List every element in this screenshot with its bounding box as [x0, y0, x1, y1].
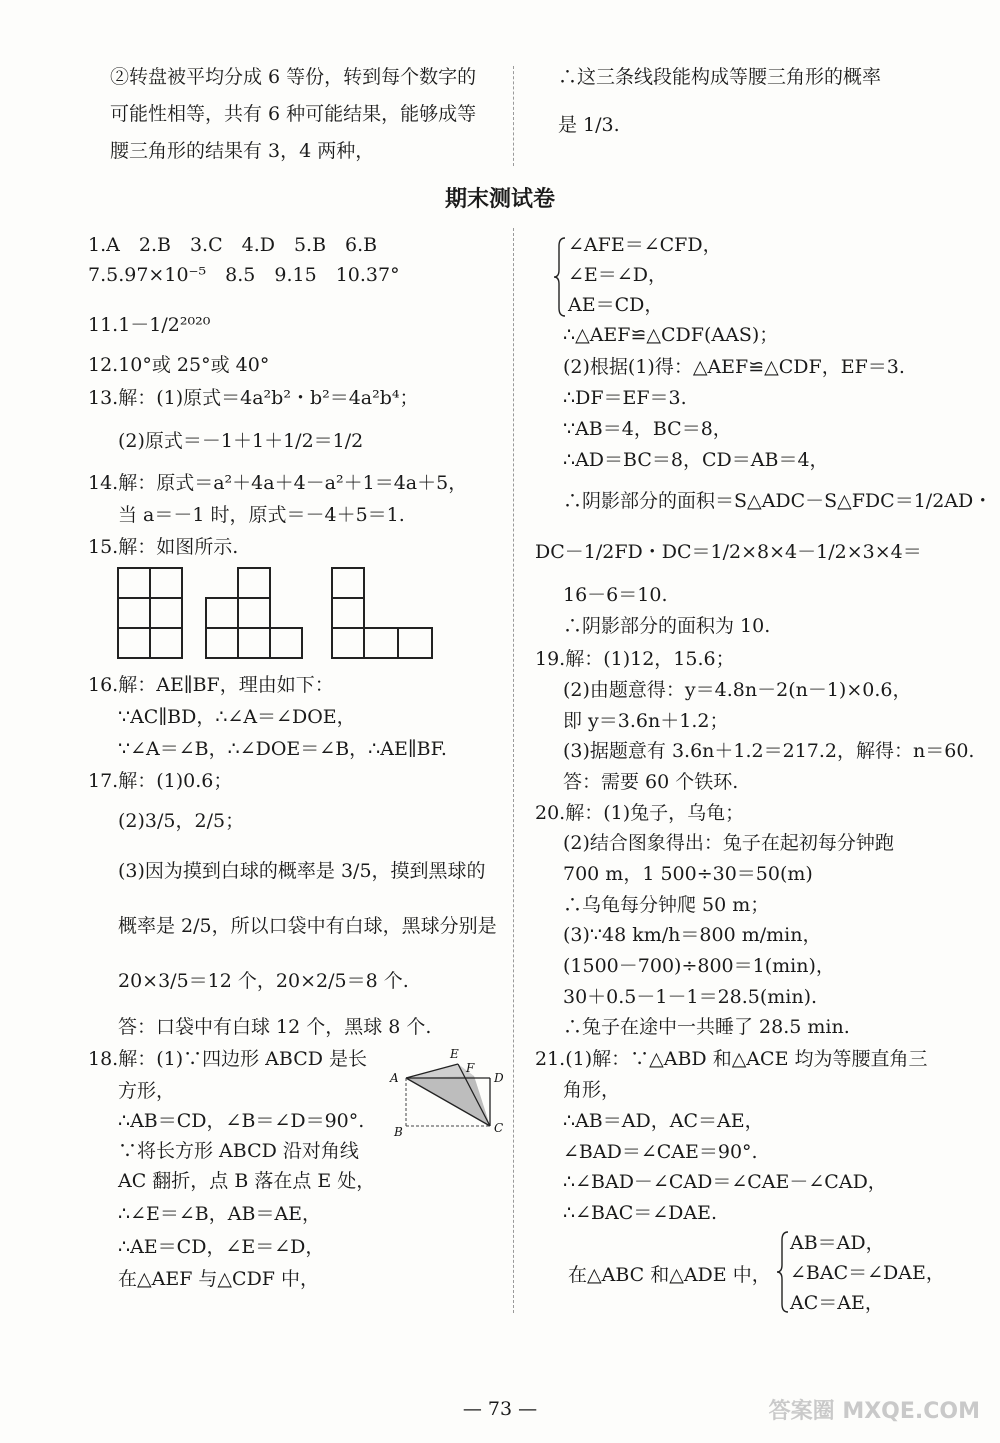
answer-line: 18.解：(1)∵四边形 ABCD 是长 [88, 1048, 368, 1070]
answer-line: DC－1/2FD・DC＝1/2×8×4－1/2×3×4＝ [535, 541, 922, 563]
answer-line: 16－6＝10. [563, 584, 668, 606]
top-left-line-1: ②转盘被平均分成 6 等份，转到每个数字的 [110, 66, 477, 88]
answer-line: (2)3/5，2/5； [118, 810, 245, 832]
answer-line: ∴∠BAC＝∠DAE. [563, 1202, 718, 1224]
answer-line: 11.1－1/2²⁰²⁰ [88, 314, 211, 336]
answer-line: ∵将长方形 ABCD 沿对角线 [118, 1140, 359, 1162]
top-left-line-2: 可能性相等，共有 6 种可能结果，能够成等 [110, 103, 477, 125]
answer-line: AC＝AE， [790, 1292, 884, 1314]
column-divider [513, 228, 514, 1313]
answer-line: (1500－700)÷800＝1(min)， [563, 955, 835, 977]
answer-line: ∴AB＝CD，∠B＝∠D＝90°. [118, 1110, 365, 1132]
answer-line: (2)结合图象得出：兔子在起初每分钟跑 [563, 832, 894, 854]
answer-line: 17.解：(1)0.6； [88, 770, 233, 792]
answer-line: 16.解：AE∥BF，理由如下： [88, 674, 334, 696]
answer-line: 14.解：原式＝a²＋4a＋4－a²＋1＝4a＋5， [88, 472, 468, 494]
label-B: B [394, 1125, 403, 1139]
answer-line: ∵AC∥BD，∴∠A＝∠DOE， [118, 706, 356, 728]
answer-line: ∴阴影部分的面积＝S△ADC－S△FDC＝1/2AD・ [563, 490, 993, 512]
label-F: F [466, 1061, 475, 1075]
answer-line: (2)由题意得：y＝4.8n－2(n－1)×0.6， [563, 679, 912, 701]
answer-line: ∠BAD＝∠CAE＝90°. [563, 1141, 758, 1163]
answer-line: ∴AD＝BC＝8，CD＝AB＝4， [563, 449, 829, 471]
watermark-logo: 答案圈 MXQE.COM [768, 1399, 980, 1424]
top-divider [513, 66, 514, 166]
answer-line: ∠E＝∠D， [568, 264, 667, 286]
answer-line: AB＝AD， [790, 1232, 885, 1254]
answer-line: ∵AB＝4，BC＝8， [563, 418, 732, 440]
answer-line: (3)因为摸到白球的概率是 3/5，摸到黑球的 [118, 860, 486, 882]
answer-line: 方形， [118, 1080, 176, 1102]
answer-line: 在△ABC 和△ADE 中， [568, 1264, 771, 1286]
answer-line: ∠AFE＝∠CFD， [568, 234, 722, 256]
answer-line: ∴DF＝EF＝3. [563, 387, 687, 409]
answer-line: 答：口袋中有白球 12 个，黑球 8 个. [118, 1016, 432, 1038]
label-E: E [450, 1047, 459, 1061]
label-C: C [494, 1121, 504, 1135]
answer-line: 700 m，1 500÷30＝50(m) [563, 863, 813, 885]
answer-line: 答：需要 60 个铁环. [563, 771, 739, 793]
answer-line: 即 y＝3.6n＋1.2； [563, 710, 729, 732]
answer-line: 在△AEF 与△CDF 中， [118, 1268, 320, 1290]
answer-line: 20×3/5＝12 个，20×2/5＝8 个. [118, 970, 409, 992]
answer-line: 19.解：(1)12，15.6； [535, 648, 735, 670]
answer-line: ∴△AEF≌△CDF(AAS)； [563, 324, 779, 346]
answer-line: 20.解：(1)兔子，乌龟； [535, 802, 745, 824]
label-D: D [494, 1071, 504, 1085]
answer-line: 角形， [563, 1079, 621, 1101]
answer-line: ∵∠A＝∠B，∴∠DOE＝∠B，∴AE∥BF. [118, 738, 447, 760]
answer-line: 1.A 2.B 3.C 4.D 5.B 6.B [88, 234, 378, 256]
answer-line: 概率是 2/5，所以口袋中有白球，黑球分别是 [118, 915, 497, 937]
answer-line: (3)据题意有 3.6n＋1.2＝217.2，解得：n＝60. [563, 740, 975, 762]
answer-line: (3)∵48 km/h＝800 m/min， [563, 924, 822, 946]
top-left-line-3: 腰三角形的结果有 3，4 两种， [110, 140, 375, 162]
q15-figure [112, 562, 442, 664]
answer-line: ∠BAC＝∠DAE， [790, 1262, 945, 1284]
label-A: A [390, 1071, 399, 1085]
top-right-line-1: ∴这三条线段能构成等腰三角形的概率 [558, 66, 882, 88]
answer-line: ∴乌龟每分钟爬 50 m； [563, 894, 770, 916]
answer-line: 12.10°或 25°或 40° [88, 354, 270, 376]
answer-line: 30＋0.5－1－1＝28.5(min). [563, 986, 818, 1008]
answer-line: 21.(1)解：∵△ABD 和△ACE 均为等腰直角三 [535, 1048, 928, 1070]
section-title: 期末测试卷 [444, 187, 555, 212]
top-right-line-2: 是 1/3. [558, 114, 620, 136]
answer-line: ∴AE＝CD，∠E＝∠D， [118, 1236, 325, 1258]
answer-line: 7.5.97×10⁻⁵ 8.5 9.15 10.37° [88, 264, 400, 286]
page-number: — 73 — [462, 1398, 538, 1420]
answer-line: ∴兔子在途中一共睡了 28.5 min. [563, 1016, 850, 1038]
answer-line: (2)根据(1)得：△AEF≌△CDF，EF＝3. [563, 356, 905, 378]
answer-line: ∴阴影部分的面积为 10. [563, 615, 771, 637]
answer-line: 当 a＝－1 时，原式＝－4＋5＝1. [118, 504, 405, 526]
q18-figure [386, 1040, 512, 1140]
answer-line: ∴AB＝AD，AC＝AE， [563, 1110, 764, 1132]
brace-q18 [553, 236, 567, 318]
answer-line: (2)原式＝－1＋1＋1/2＝1/2 [118, 430, 364, 452]
answer-line: AE＝CD， [568, 294, 664, 316]
answer-line: AC 翻折，点 B 落在点 E 处， [118, 1170, 376, 1192]
answer-line: ∴∠E＝∠B，AB＝AE， [118, 1203, 322, 1225]
brace-q21 [776, 1230, 790, 1314]
answer-line: 13.解：(1)原式＝4a²b²・b²＝4a²b⁴； [88, 387, 419, 409]
answer-line: 15.解：如图所示. [88, 536, 239, 558]
answer-line: ∴∠BAD－∠CAD＝∠CAE－∠CAD， [563, 1171, 887, 1193]
